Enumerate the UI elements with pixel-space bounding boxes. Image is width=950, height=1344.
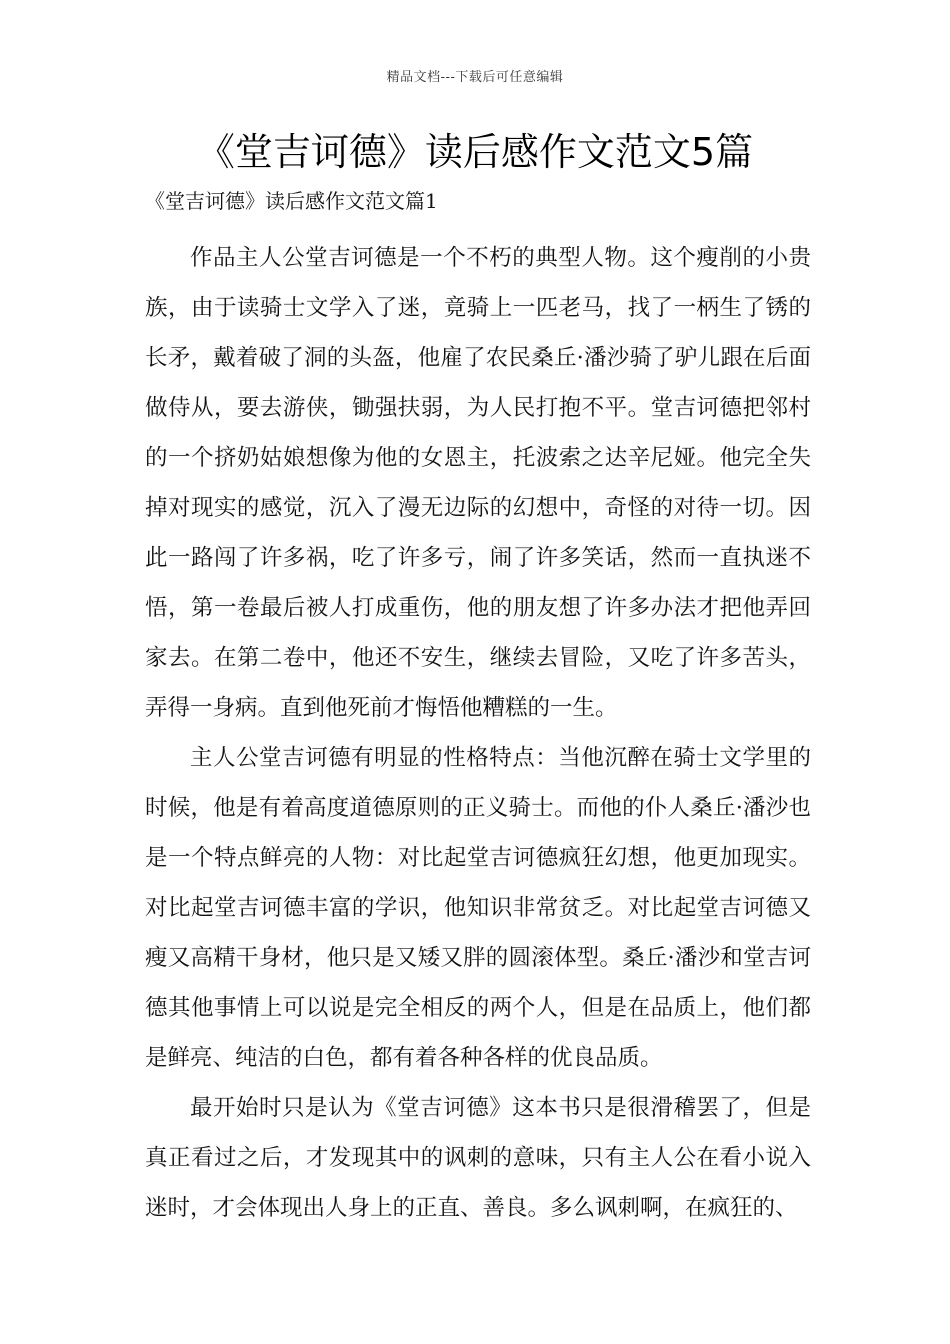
section-heading: 《堂吉诃德》读后感作文范文篇1 (145, 189, 438, 213)
document-body (145, 233, 811, 1233)
paragraph: 主人公堂吉诃德有明显的性格特点：当他沉醉在骑士文学里的时候，他是有着高度道德原则的正义骑士。而他的仆人桑丘·潘沙也是一个特点鲜亮的人物：对比起堂吉诃德疯狂幻想，他更加现实。对比起堂吉诃德丰富的学识，他知识非常贫乏。对比起堂吉诃德又瘦又高精干身材，他只是又矮又胖的圆滚体型。桑丘·潘沙和堂吉诃德其他事情上可以说是完全相反的两个人，但是在品质上，他们都是鲜亮、纯洁的白色，都有着各种各样的优良品质。 (145, 745, 811, 1071)
paragraph: 最开始时只是认为《堂吉诃德》这本书只是很滑稽罢了，但是真正看过之后，才发现其中的讽刺的意味，只有主人公在看小说入迷时，才会体现出人身上的正直、善良。多么讽刺啊，在疯狂的、 (145, 1095, 811, 1221)
header-note: 精品文档---下载后可任意编辑 (386, 70, 564, 85)
document-title: 《堂吉诃德》读后感作文范文5篇 (196, 130, 754, 174)
paragraph: 作品主人公堂吉诃德是一个不朽的典型人物。这个瘦削的小贵族，由于读骑士文学入了迷，竟骑上一匹老马，找了一柄生了锈的长矛，戴着破了洞的头盔，他雇了农民桑丘·潘沙骑了驴儿跟在后面做侍从，要去游侠，锄强扶弱，为人民打抱不平。堂吉诃德把邻村的一个挤奶姑娘想像为他的女恩主，托波索之达辛尼娅。他完全失掉对现实的感觉，沉入了漫无边际的幻想中，奇怪的对待一切。因此一路闯了许多祸，吃了许多亏，闹了许多笑话，然而一直执迷不悟，第一卷最后被人打成重伤，他的朋友想了许多办法才把他弄回家去。在第二卷中，他还不安生，继续去冒险，又吃了许多苦头，弄得一身病。直到他死前才悔悟他糟糕的一生。 (145, 245, 811, 721)
